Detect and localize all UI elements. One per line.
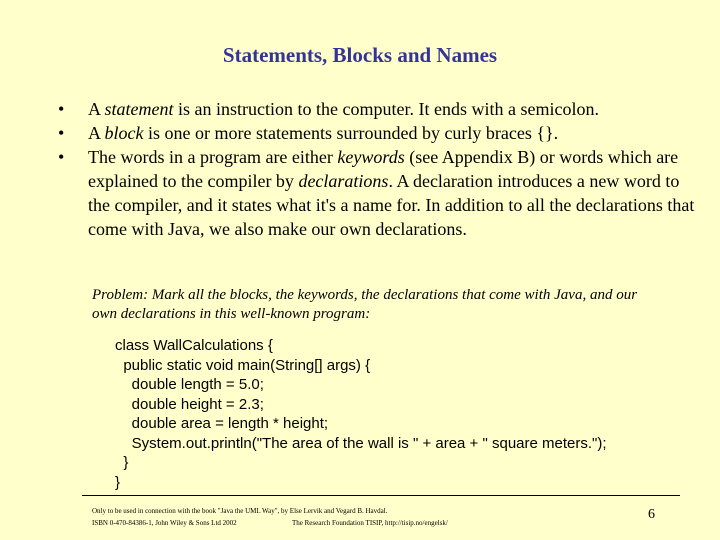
footer-foundation: The Research Foundation TISIP, http://tisip.no/engelsk/ [292, 519, 448, 527]
footer-isbn: ISBN 0-470-84386-1, John Wiley & Sons Ltd 2002 [92, 519, 237, 527]
footer-line-1: Only to be used in connection with the book "Java the UML Way", by Else Lervik and Vegard B. Havdal. [92, 507, 388, 515]
code-line: double area = length * height; [115, 415, 329, 432]
bullet-text: A [88, 123, 105, 143]
code-line: class WallCalculations { [115, 337, 273, 354]
code-block [115, 336, 607, 492]
term-statement: statement [104, 99, 174, 119]
bullet-item-statement [58, 97, 698, 121]
code-line: } [115, 454, 129, 471]
code-line: } [115, 473, 121, 491]
bullet-text: . A declaration introduces a new word to the compiler, and it states what it's a name for. In addition to all the declarations that come with Java, we also make our own declarations. [88, 171, 695, 239]
bullet-marker: • [58, 123, 65, 143]
code-line: public static void main(String[] args) { [115, 356, 371, 374]
bullet-item-words [58, 145, 698, 241]
footer-credits [92, 505, 448, 529]
bullet-text: The words in a program are either [88, 147, 338, 167]
bullet-marker: • [58, 99, 65, 119]
term-keywords: keywords [337, 147, 405, 167]
bullet-list [58, 97, 698, 241]
bullet-text: is one or more statements surrounded by curly braces {}. [143, 123, 559, 143]
bullet-item-block [58, 121, 698, 145]
code-line: double height = 2.3; [115, 395, 264, 413]
term-block: block [104, 123, 144, 143]
bullet-text: (see Appendix B) or words which are explained to the compiler by [88, 147, 679, 191]
term-declarations: declarations [298, 171, 389, 191]
bullet-text: is an instruction to the computer. It ends with a semicolon. [173, 99, 599, 119]
code-line: System.out.println("The area of the wall is " + area + " square meters."); [115, 434, 607, 452]
code-line: double length = 5.0; [115, 376, 264, 393]
footer-divider [82, 495, 680, 496]
problem-statement: Problem: Mark all the blocks, the keywords, the declarations that come with Java, and our own declarations in this well-known program: [92, 287, 638, 322]
page-number: 6 [648, 507, 655, 522]
bullet-marker: • [58, 147, 65, 167]
slide-title: Statements, Blocks and Names [222, 43, 498, 67]
bullet-text: A [88, 99, 105, 119]
